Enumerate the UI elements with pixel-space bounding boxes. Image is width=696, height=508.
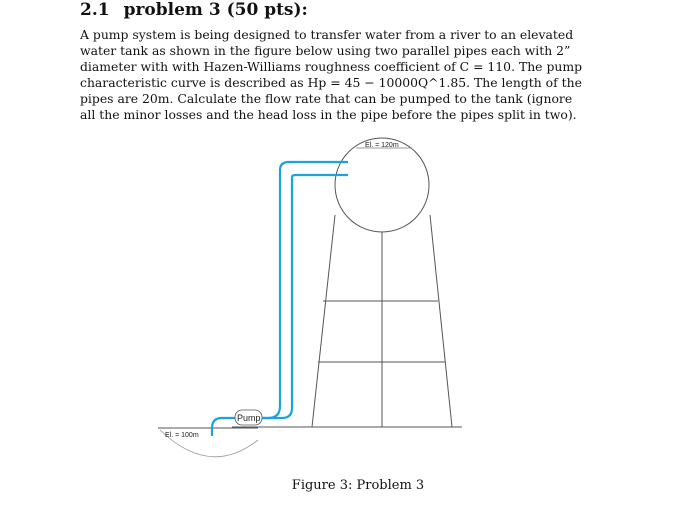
section-title: problem 3 (50 pts): bbox=[123, 0, 308, 20]
section-number: 2.1 bbox=[80, 0, 110, 20]
problem-line: pipes are 20m. Calculate the flow rate that can be pumped to the tank (ignore bbox=[80, 91, 573, 106]
tower-leg-left bbox=[312, 215, 335, 427]
parallel-pipe-inner bbox=[262, 175, 348, 418]
tower-leg-right bbox=[430, 215, 452, 427]
river-elevation-label: El. = 100m bbox=[165, 432, 199, 439]
pump-label: Pump bbox=[237, 413, 261, 423]
elevated-tank bbox=[335, 138, 429, 232]
parallel-pipe-outer bbox=[262, 162, 348, 418]
tank-elevation-label: El. = 120m bbox=[365, 142, 399, 149]
problem-line: characteristic curve is described as Hp = 45 − 10000Q^1.85. The length of the bbox=[80, 75, 582, 90]
problem-line: water tank as shown in the figure below using two parallel pipes each with 2” bbox=[80, 43, 571, 58]
problem-line: A pump system is being designed to transfer water from a river to an elevated bbox=[80, 27, 574, 42]
figure-caption: Figure 3: Problem 3 bbox=[291, 478, 425, 493]
problem-line: all the minor losses and the head loss in the pipe before the pipes split in two). bbox=[80, 107, 577, 122]
problem-line: diameter with with Hazen-Williams roughness coefficient of C = 110. The pump bbox=[80, 59, 583, 74]
